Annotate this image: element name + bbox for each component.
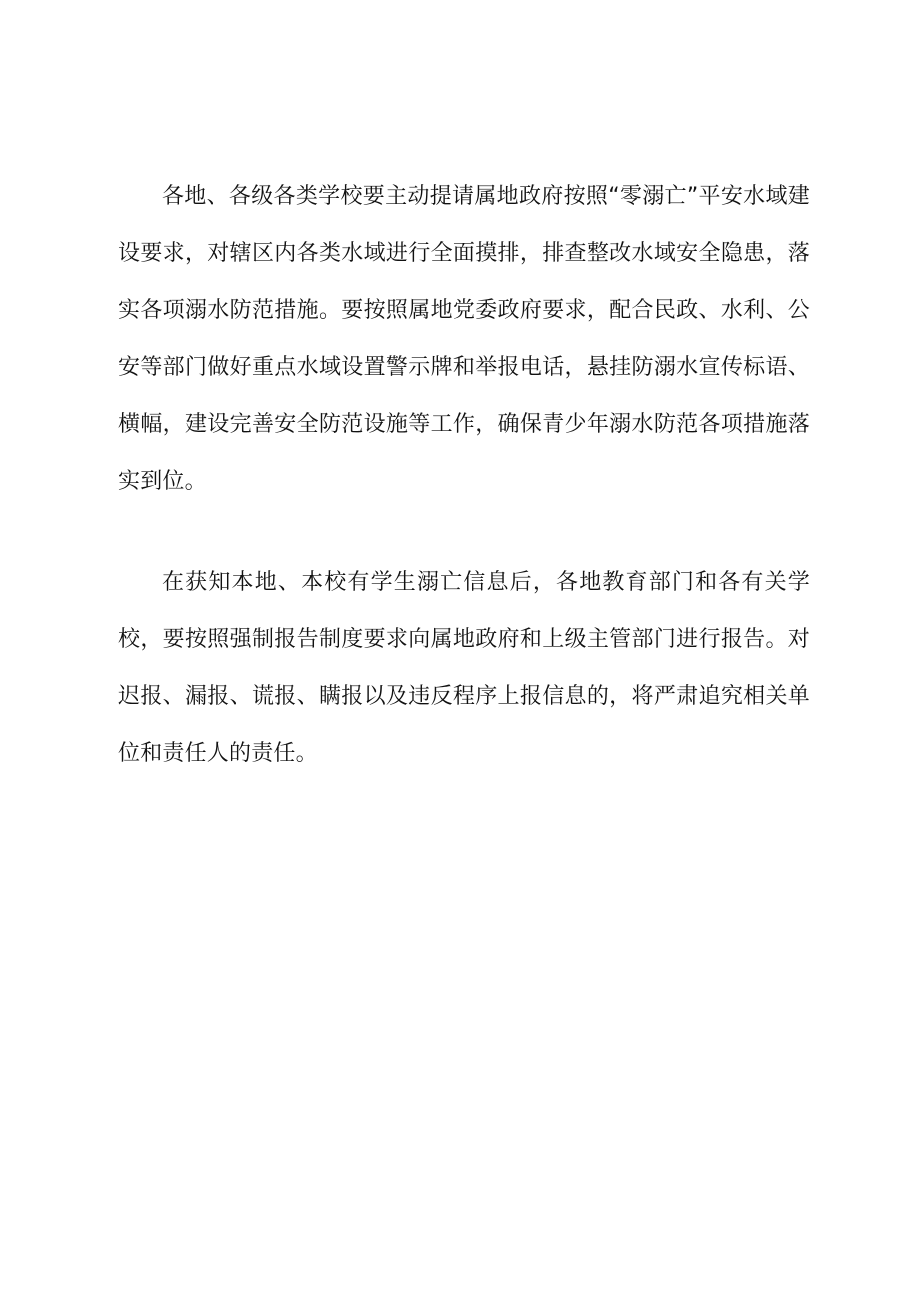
paragraph-water-safety-measures: 各地、各级各类学校要主动提请属地政府按照“零溺亡”平安水域建设要求，对辖区内各类水域进行全面摸排，排查整改水域安全隐患，落实各项溺水防范措施。要按照属地党委政府要求，配合民政、水利、公安等部门做好重点水域设置警示牌和举报电话，悬挂防溺水宣传标语、横幅，建设完善安全防范设施等工作，确保青少年溺水防范各项措施落实到位。	[118, 184, 810, 494]
paragraph-reporting-requirements: 在获知本地、本校有学生溺亡信息后，各地教育部门和各有关学校，要按照强制报告制度要求向属地政府和上级主管部门进行报告。对迟报、漏报、谎报、瞒报以及违反程序上报信息的，将严肃追究相关单位和责任人的责任。	[118, 570, 810, 766]
document-body	[118, 168, 810, 782]
